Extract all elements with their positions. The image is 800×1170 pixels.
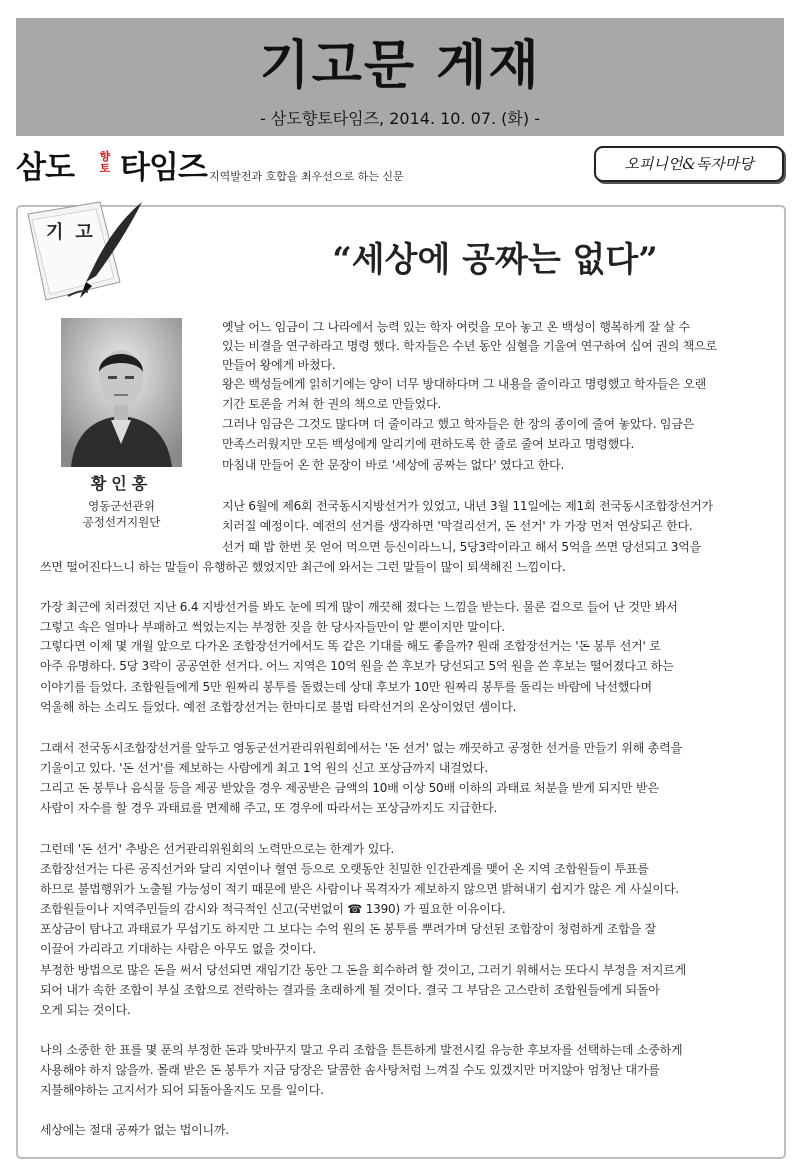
section-badge: 오피니언&독자마당 <box>594 146 784 182</box>
body-line: 그리고 돈 봉투나 음식물 등을 제공 받았을 경우 제공받은 금액의 10배 이상 50배 이하의 과태료 처분을 받게 되지만 받은 <box>40 781 659 795</box>
logo-text-part1: 삼도 <box>16 150 74 186</box>
body-line: 조합원들이나 지역주민들의 감시와 적극적인 신고(국번없이 ☎ 1390) 가 필요한 이유이다. <box>40 902 506 916</box>
newspaper-logo <box>16 148 416 188</box>
logo-hyang-bottom: 토 <box>99 162 111 175</box>
body-line: 있는 비결을 연구하라고 명령 했다. 학자들은 수년 동안 심혈을 기울여 연구하여 십여 권의 책으로 <box>222 339 717 353</box>
body-line: 만족스러웠지만 모든 백성에게 알리기에 편하도록 한 줄로 줄여 보라고 명령했다. <box>222 437 635 451</box>
writer-role: 공정선거지원단 <box>82 515 161 529</box>
body-line: 쓰면 떨어진다느니 하는 말들이 유행하곤 했었지만 최근에 와서는 그런 말들이 많이 퇴색해진 느낌이다. <box>40 560 566 574</box>
body-line: 지불해야하는 고지서가 되어 되돌아올지도 모를 일이다. <box>40 1083 324 1097</box>
body-line: 그렇다면 이제 몇 개월 앞으로 다가온 조합장선거에서도 똑 같은 기대를 해도 좋을까? 원래 조합장선거는 '돈 봉투 선거' 로 <box>40 639 661 653</box>
body-line: 옛날 어느 임금이 그 나라에서 능력 있는 학자 여럿을 모아 놓고 온 백성이 행복하게 잘 살 수 <box>222 320 690 334</box>
body-line: 그래서 전국동시조합장선거를 앞두고 영동군선거관리위원회에서는 '돈 선거' 없는 깨끗하고 공정한 선거를 만들기 위해 총력을 <box>40 741 682 755</box>
page-title: 기고문 게재 <box>259 36 541 96</box>
body-line: 마침내 만들어 온 한 문장이 바로 '세상에 공짜는 없다' 였다고 한다. <box>222 458 565 472</box>
body-line: 조합장선거는 다른 공직선거와 달리 지연이나 혈연 등으로 오랫동안 친밀한 인간관계를 맺어 온 지역 조합원들이 투표를 <box>40 862 649 876</box>
body-line: 이야기를 들었다. 조합원들에게 5만 원짜리 봉투를 돌렸는데 상대 후보가 10만 원짜리 봉투를 돌리는 바람에 낙선했다며 <box>40 680 652 694</box>
body-line: 세상에는 절대 공짜가 없는 법이니까. <box>40 1123 229 1137</box>
body-line: 기울이고 있다. '돈 선거'를 제보하는 사람에게 최고 1억 원의 신고 포상금까지 내걸었다. <box>40 761 488 775</box>
logo-text-part2: 타임즈 <box>120 150 207 186</box>
body-line: 사람이 자수를 할 경우 과태료를 면제해 주고, 또 경우에 따라서는 포상금까지도 지급한다. <box>40 801 498 815</box>
writer-name: 황인홍 <box>90 474 153 493</box>
body-line: 사용해야 하지 않을까. 몰래 받은 돈 봉투가 지금 당장은 달콤한 솜사탕처럼 느껴질 수도 있겠지만 머지않아 엄청난 대가를 <box>40 1063 660 1077</box>
header-banner <box>16 18 784 136</box>
body-line: 그렇고 속은 얼마나 부패하고 썩었는지는 부정한 짓을 한 당사자들만이 알 뿐이지만 말이다. <box>40 620 505 634</box>
body-line: 왕은 백성들에게 읽히기에는 양이 너무 방대하다며 그 내용을 줄이라고 명령했고 학자들은 오랜 <box>222 377 707 391</box>
body-line: 그러나 임금은 그것도 많다며 더 줄이라고 했고 학자들은 한 장의 종이에 줄여 놓았다. 임금은 <box>222 417 695 431</box>
column-tag: 기고 <box>46 222 105 243</box>
logo-hyang-mark <box>94 151 116 175</box>
newspaper-slogan: 지역발전과 호합을 최우선으로 하는 신문 <box>209 170 404 183</box>
body-line: 이끌어 가리라고 기대하는 사람은 아무도 없을 것이다. <box>40 942 316 956</box>
article-headline: “세상에 공짜는 없다” <box>332 240 658 280</box>
logo-hyang-top: 향 <box>99 150 111 163</box>
body-line: 가장 최근에 치러졌던 지난 6.4 지방선거를 봐도 눈에 띄게 많이 깨끗해 졌다는 느낌을 받는다. 물론 겉으로 들어 난 것만 봐서 <box>40 600 678 614</box>
body-line: 포상금이 탐나고 과태료가 무섭기도 하지만 그 보다는 수억 원의 돈 봉투를 뿌려가며 당선된 조합장이 청렴하게 조합을 잘 <box>40 922 657 936</box>
body-line: 하므로 불법행위가 노출될 가능성이 적기 때문에 받은 사람이나 목격자가 제보하지 않으면 밝혀내기 쉽지가 않은 게 사실이다. <box>40 882 679 896</box>
body-line: 지난 6월에 제6회 전국동시지방선거가 있었고, 내년 3월 11일에는 제1회 전국동시조합장선거가 <box>222 499 713 513</box>
body-line: 아주 유명하다. 5당 3락이 공공연한 선거다. 어느 지역은 10억 원을 쓴 후보가 당선되고 5억 원을 쓴 후보는 떨어졌다고 하는 <box>40 659 674 673</box>
body-line: 나의 소중한 한 표를 몇 푼의 부정한 돈과 맞바꾸지 말고 우리 조합을 튼튼하게 발전시킬 유능한 후보자를 선택하는데 소중하게 <box>40 1043 683 1057</box>
body-line: 만들어 왕에게 바쳤다. <box>222 358 336 372</box>
body-line: 되어 내가 속한 조합이 부실 조합으로 전락하는 결과를 초래하게 될 것이다. 결국 그 부담은 고스란히 조합원들에게 되돌아 <box>40 983 660 997</box>
writer-photo <box>61 318 182 467</box>
body-line: 오게 되는 것이다. <box>40 1003 131 1017</box>
writer-role: 영동군선관위 <box>88 499 155 513</box>
body-line: 기간 토론을 거쳐 한 권의 책으로 만들었다. <box>222 397 441 411</box>
body-line: 억울해 하는 소리도 들었다. 예전 조합장선거는 한마디로 불법 타락선거의 온상이었던 셈이다. <box>40 700 517 714</box>
body-line: 치러질 예정이다. 예전의 선거를 생각하면 '막걸리선거, 돈 선거' 가 가장 먼저 연상되곤 한다. <box>222 519 693 533</box>
body-line: 부정한 방법으로 많은 돈을 써서 당선되면 재임기간 동안 그 돈을 회수하려 할 것이고, 그러기 위해서는 또다시 부정을 저지르게 <box>40 963 687 977</box>
publication-info: - 삼도향토타임즈, 2014. 10. 07. (화) - <box>260 109 540 128</box>
body-line: 선거 때 밥 한번 못 얻어 먹으면 등신이라느니, 5당3락이라고 해서 5억을 쓰면 당선되고 3억을 <box>222 540 702 554</box>
paper-quill-icon <box>22 196 147 308</box>
body-line: 그런데 '돈 선거' 추방은 선거관리위원회의 노력만으로는 한계가 있다. <box>40 842 395 856</box>
